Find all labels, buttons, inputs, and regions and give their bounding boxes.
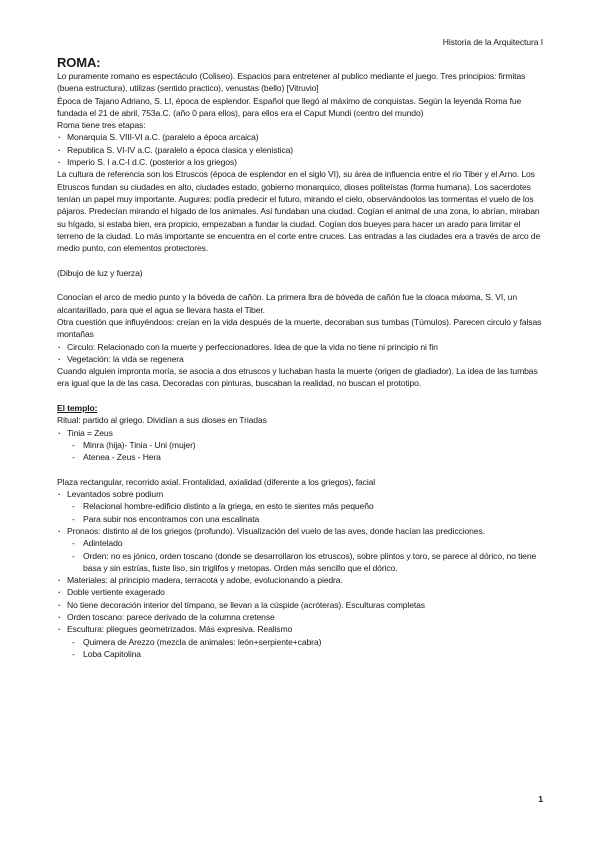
bullet-item: · Pronaos: distinto al de los griegos (profundo). Visualización del vuelo de las aves, donde hacían las predicciones. (57, 525, 547, 537)
bullet-item: · Monarquía S. VIII-VI a.C. (paralelo a época arcaica) (57, 131, 547, 143)
bullet-item: · Vegetación: la vida se regenera (57, 353, 547, 365)
bullet-item: · Republica S. VI-IV a.C. (paralelo a época clasica y elenistica) (57, 144, 547, 156)
bullet-item: · Imperio S. I a.C-I d.C. (posterior a los griegos) (57, 156, 547, 168)
paragraph: Época de Tajano Adriano, S. LI, época de esplendor. Español que llegó al máximo de conquistas. Según la leyenda Roma fue fundada el 21 de abril, 753a.C. (año 0 para ellos), para ellos era el Caput Mundi (centro del mundo) (57, 95, 522, 118)
spacer (57, 279, 547, 291)
bullet-item: · Levantados sobre podium (57, 488, 547, 500)
bullet-item: · Orden toscano: parece derivado de la columna cretense (57, 611, 547, 623)
running-header: Historia de la Arquitectura I (442, 37, 543, 47)
sub-bullet-item: - Relacional hombre-edificio distinto a la griega, en esto te sientes más pequeño (57, 500, 547, 512)
bullet-item: · Doble vertiente exagerado (57, 586, 547, 598)
sub-bullet-item: - Quimera de Arezzo (mezcla de animales: león+serpiente+cabra) (57, 636, 547, 648)
bullet-item: · Materiales: al principio madera, terracota y adobe, evolucionando a piedra. (57, 574, 547, 586)
paragraph: Cuando alguien impronta moría, se asocia a dos etruscos y luchaban hasta la muerte (origen de gladiador). La idea de las tumbas era igual que la de las casa. Decoradas con pinturas, buscaban la realidad, no buscan el prototipo. (57, 366, 538, 389)
bullet-item: · Tinia = Zeus (57, 427, 547, 439)
sub-bullet-item: - Loba Capitolina (57, 648, 547, 660)
paragraph: Plaza rectangular, recorrido axial. Frontalidad, axialidad (diferente a los griegos), facial (57, 476, 376, 487)
spacer (57, 254, 547, 266)
bullet-item: · Circulo: Relacionado con la muerte y perfeccionadores. Idea de que la vida no tiene ni principio ni fin (57, 341, 547, 353)
sub-bullet-item: - Adintelado (57, 537, 547, 549)
paragraph: Otra cuestión que influyéndoos: creían en la vida después de la muerte, decoraban sus tumbas (Túmulos). Parecen circulo y falsas montañas (57, 316, 542, 340)
paragraph: Lo puramente romano es espectáculo (Coliseo). Espacios para entretener al publico mediante el juego. Tres principios: firmitas (buena estructura), utilizas (sentido practico), venustas (bello) [Vitruvio] (57, 71, 526, 94)
document-body (57, 55, 547, 660)
spacer (57, 464, 547, 476)
paragraph: Conocían el arco de medio punto y la bóveda de cañón. La primera lbra de bóveda de cañón fue la cloaca máxima, S. VI, un alcantarillado, para que el agua se llevara hasta el Tiber. (57, 292, 517, 315)
spacer (57, 390, 547, 402)
section-heading: El templo: (57, 403, 98, 414)
sub-bullet-item: - Atenea - Zeus - Hera (57, 451, 547, 463)
paragraph: Ritual: partido al griego. Dividían a sus dioses en Triadas (57, 415, 267, 426)
sub-bullet-item: - Minra (hija)- Tinia - Uni (mujer) (57, 439, 547, 451)
paragraph: La cultura de referencia son los Etruscos (época de esplendor en el siglo VI), su área de influencia entre el rio Tiber y el Arno. Los Etruscos fundan su ciudades en alto, ciudades estado, gobierno monarquico, dioses politeístas (forma humana). Los sacerdotes tenían un papel muy importante. Augures: podía predecir el futuro, mirando el cielo, observándoolos las tormentas el vuelo de los pájaros. Predecían mirando el hígado de los animales. Así fundaban una ciudad. Cogían el animal de una zona, lo abrían, miraban su hígado, si estaba bien, era propicio, empezaban a fundar la ciudad. Cogían dos bueyes para hacer un arado para limitar el terreno de la ciudad. Lo más importante se encuentra en el corte entre cruces. Las entradas a las ciudades era a través de arco de medio punto, con elementos protectores. (57, 169, 541, 254)
paragraph: Roma tiene tres etapas: (57, 120, 146, 131)
bullet-item: · Escultura: pliegues geometrizados. Más expresiva. Realismo (57, 623, 547, 635)
sub-bullet-item: - Para subir nos encontramos con una escalinata (57, 513, 547, 525)
sub-bullet-item: - Orden: no es jónico, orden toscano (donde se desarrollaron los etruscos), sobre plintos y toro, se parece al dórico, no tiene basa y sin estrías, fuste liso, sin triglifos y metopas. Orden más sencillo que el dórico. (57, 550, 547, 575)
paragraph: (Dibujo de luz y fuerza) (57, 267, 143, 278)
page-number: 1 (538, 794, 543, 804)
bullet-item: · No tiene decoración interior del tímpano, se llevan a la cúspide (acróteras). Esculturas completas (57, 599, 547, 611)
page-title: ROMA: (57, 55, 101, 70)
